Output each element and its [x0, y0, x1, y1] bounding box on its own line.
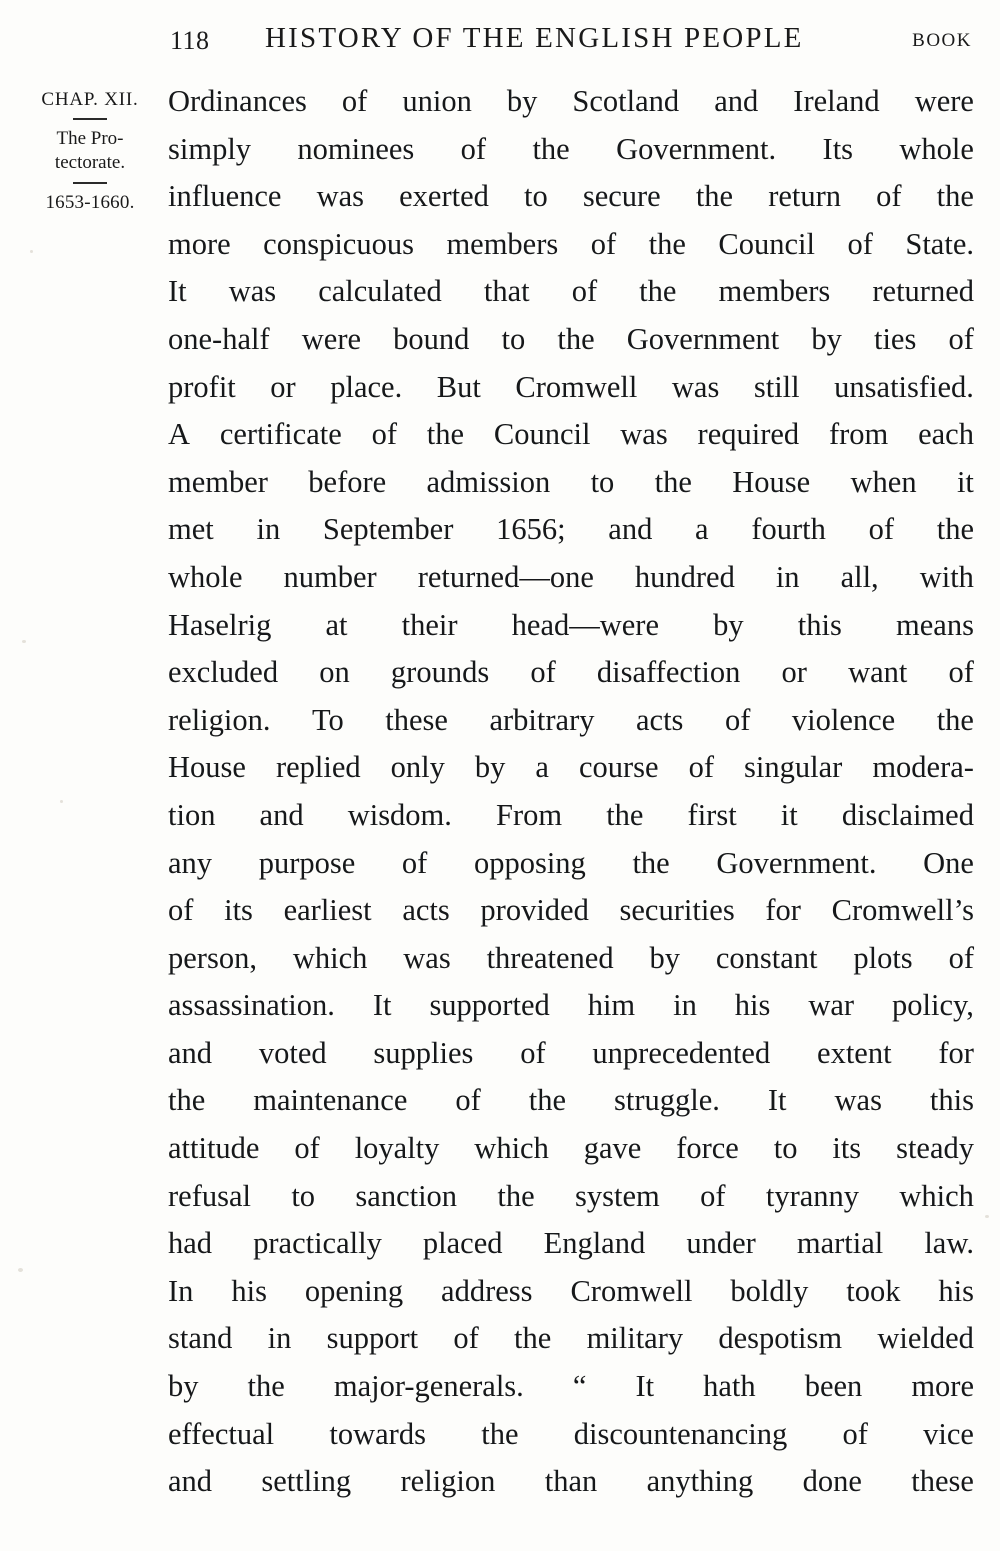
- text-line: by the major-generals. “ It hath been more: [168, 1369, 974, 1404]
- text-line: person, which was threatened by constant plots of: [168, 940, 974, 975]
- text-line: whole number returned—one hundred in all, with: [168, 559, 974, 594]
- sidenote-label-line1: The Pro-: [56, 128, 124, 150]
- scan-speck: [985, 1215, 989, 1218]
- text-line: of its earliest acts provided securities for Cromwell’s: [168, 893, 974, 928]
- text-line: member before admission to the House when it: [168, 464, 974, 499]
- text-line: It was calculated that of the members returned: [168, 274, 974, 309]
- text-line: influence was exerted to secure the return of the: [168, 179, 974, 214]
- text-line: the maintenance of the struggle. It was this: [168, 1083, 974, 1118]
- page-number: 118: [170, 26, 210, 55]
- sidenote-label-line2: tectorate.: [54, 151, 126, 173]
- text-line: and voted supplies of unprecedented extent for: [168, 1035, 974, 1070]
- sidenote-rule-bottom: [73, 182, 107, 184]
- book-label: BOOK: [912, 30, 972, 51]
- text-line: met in September 1656; and a fourth of the: [168, 512, 974, 547]
- text-line: any purpose of opposing the Government. One: [168, 845, 974, 880]
- text-line: simply nominees of the Government. Its whole: [168, 131, 974, 166]
- text-line: profit or place. But Cromwell was still unsatisfied.: [168, 369, 974, 404]
- scan-speck: [60, 800, 63, 803]
- sidenote-rule-top: [73, 118, 107, 120]
- running-title: HISTORY OF THE ENGLISH PEOPLE: [265, 22, 804, 54]
- scan-speck: [18, 1268, 23, 1272]
- text-line: refusal to sanction the system of tyranny which: [168, 1178, 974, 1213]
- scan-speck: [22, 640, 26, 643]
- text-line: tion and wisdom. From the first it disclaimed: [168, 797, 974, 832]
- paragraph: [168, 78, 974, 1506]
- text-line: excluded on grounds of disaffection or want of: [168, 655, 974, 690]
- sidenote-chapter: CHAP. XII.: [41, 89, 139, 110]
- text-line: Ordinances of union by Scotland and Ireland were: [168, 84, 974, 118]
- text-line: attitude of loyalty which gave force to its steady: [168, 1131, 974, 1166]
- text-line: A certificate of the Council was required from each: [168, 417, 974, 452]
- text-line: effectual towards the discountenancing of vice: [168, 1416, 974, 1451]
- sidenote-dates: 1653-1660.: [45, 191, 135, 213]
- text-line: stand in support of the military despotism wielded: [168, 1321, 974, 1356]
- text-line: House replied only by a course of singular modera-: [168, 750, 974, 785]
- text-line: assassination. It supported him in his war policy,: [168, 988, 974, 1023]
- text-line: In his opening address Cromwell boldly took his: [168, 1273, 974, 1308]
- marginal-notes: [24, 88, 156, 214]
- running-head: [0, 12, 1000, 55]
- text-line: more conspicuous members of the Council of State.: [168, 226, 974, 261]
- text-line: one-half were bound to the Government by ties of: [168, 321, 974, 356]
- body-text: [168, 78, 974, 1506]
- scan-speck: [30, 250, 33, 253]
- text-line: and settling religion than anything done these: [168, 1464, 974, 1499]
- text-line: Haselrig at their head—were by this means: [168, 607, 974, 642]
- text-line: religion. To these arbitrary acts of violence the: [168, 702, 974, 737]
- text-line: had practically placed England under martial law.: [168, 1226, 974, 1261]
